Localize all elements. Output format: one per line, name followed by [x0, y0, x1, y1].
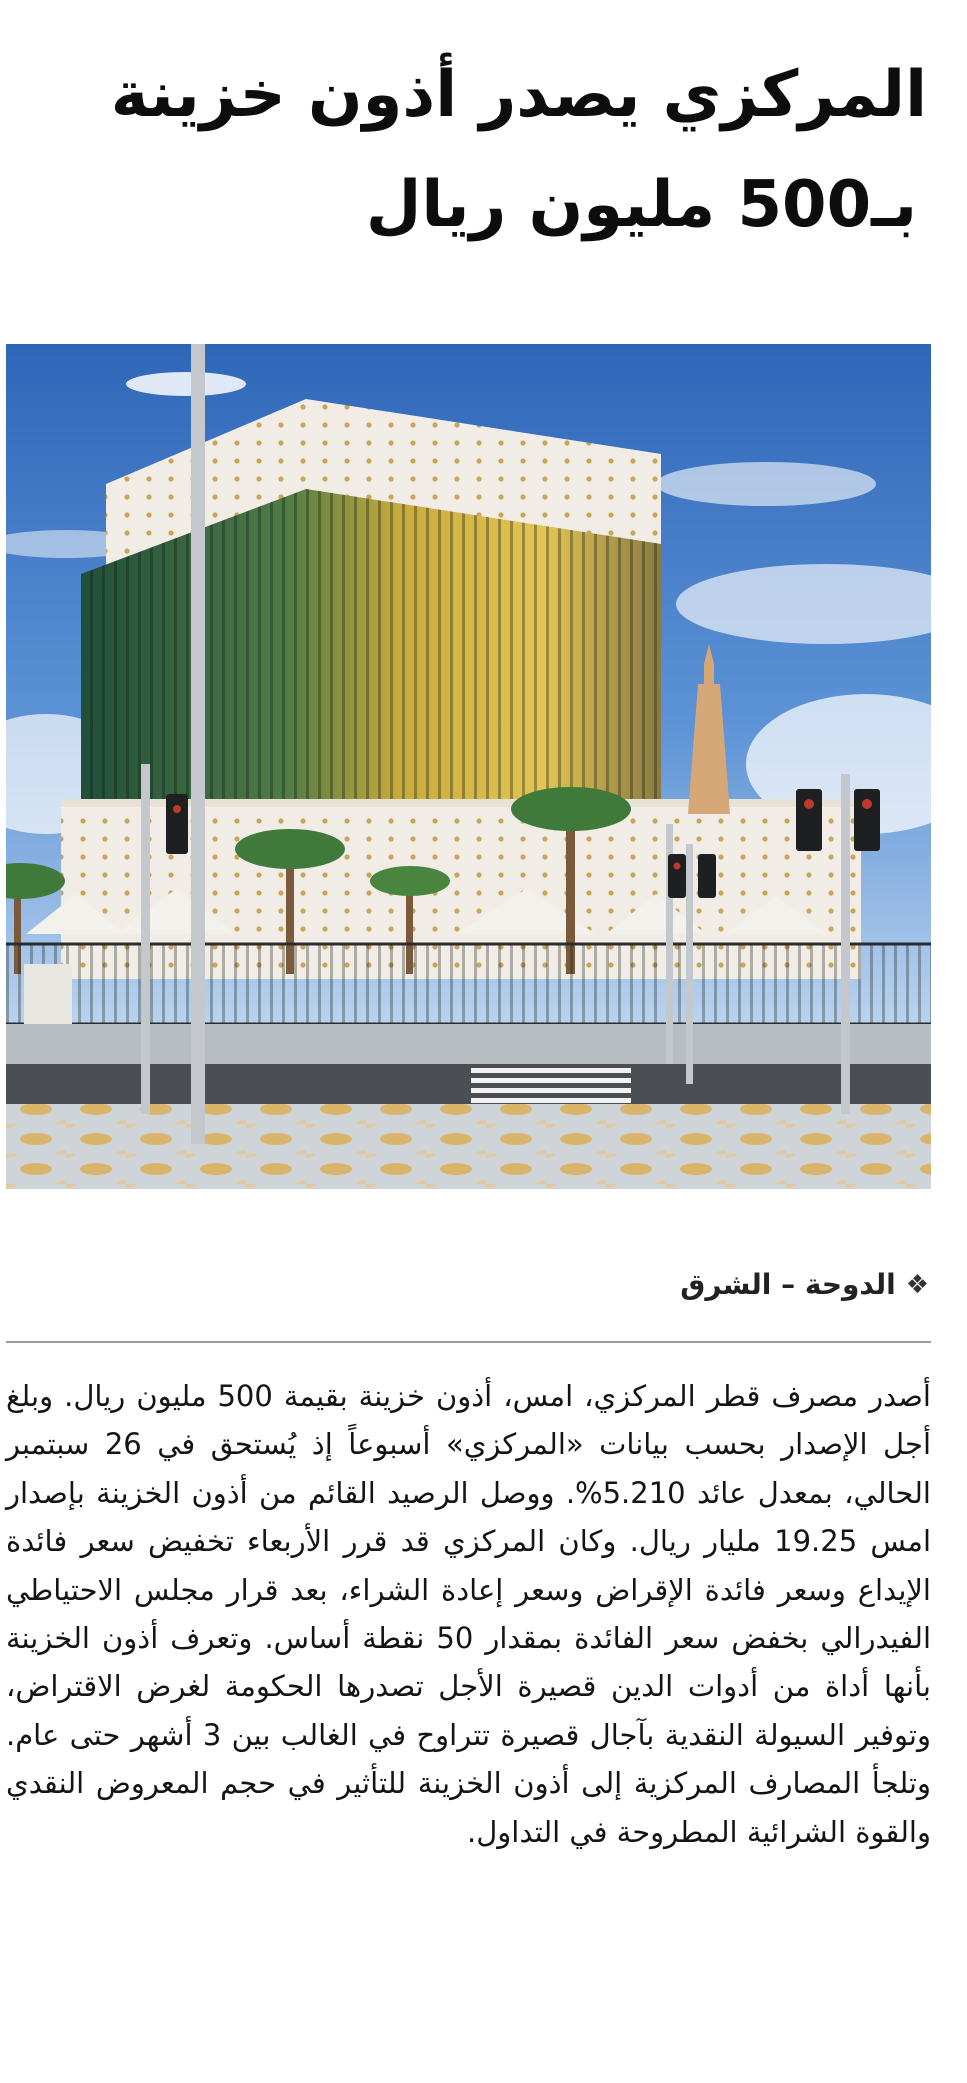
utility-box — [24, 964, 72, 1034]
article-body — [6, 1372, 931, 1856]
dateline-text: الدوحة – الشرق — [680, 1268, 896, 1301]
dateline-bullet: ❖ — [905, 1269, 929, 1300]
dateline — [680, 1268, 929, 1301]
divider — [6, 1341, 931, 1343]
paved-plaza — [6, 1104, 931, 1189]
headline — [0, 40, 927, 260]
article-paragraph: أصدر مصرف قطر المركزي، امس، أذون خزينة بقيمة 500 مليون ريال. وبلغ أجل الإصدار بحسب بيانات «المركزي» أسبوعاً إذ يُستحق في 26 سبتمبر الحالي، بمعدل عائد 5.210%. ووصل الرصيد القائم من أذون الخزينة بإصدار امس 19.25 مليار ريال. وكان المركزي قد قرر الأربعاء تخفيض سعر فائدة الإيداع وسعر فائدة الإقراض وسعر إعادة الشراء، بعد قرار مجلس الاحتياطي الفيدرالي بخفض سعر الفائدة بمقدار 50 نقطة أساس. وتعرف أذون الخزينة بأنها أداة من أدوات الدين قصيرة الأجل تصدرها الحكومة لغرض الاقتراض، وتوفير السيولة النقدية بآجال قصيرة تتراوح في الغالب بين 3 أشهر حتى عام. وتلجأ المصارف المركزية إلى أذون الخزينة للتأثير في حجم المعروض النقدي والقوة الشرائية المطروحة في التداول. — [6, 1379, 931, 1849]
headline-line-1: المركزي يصدر أذون خزينة — [110, 58, 927, 132]
article-photo — [6, 344, 931, 1189]
headline-line-2: بـ500 مليون ريال — [365, 168, 917, 242]
